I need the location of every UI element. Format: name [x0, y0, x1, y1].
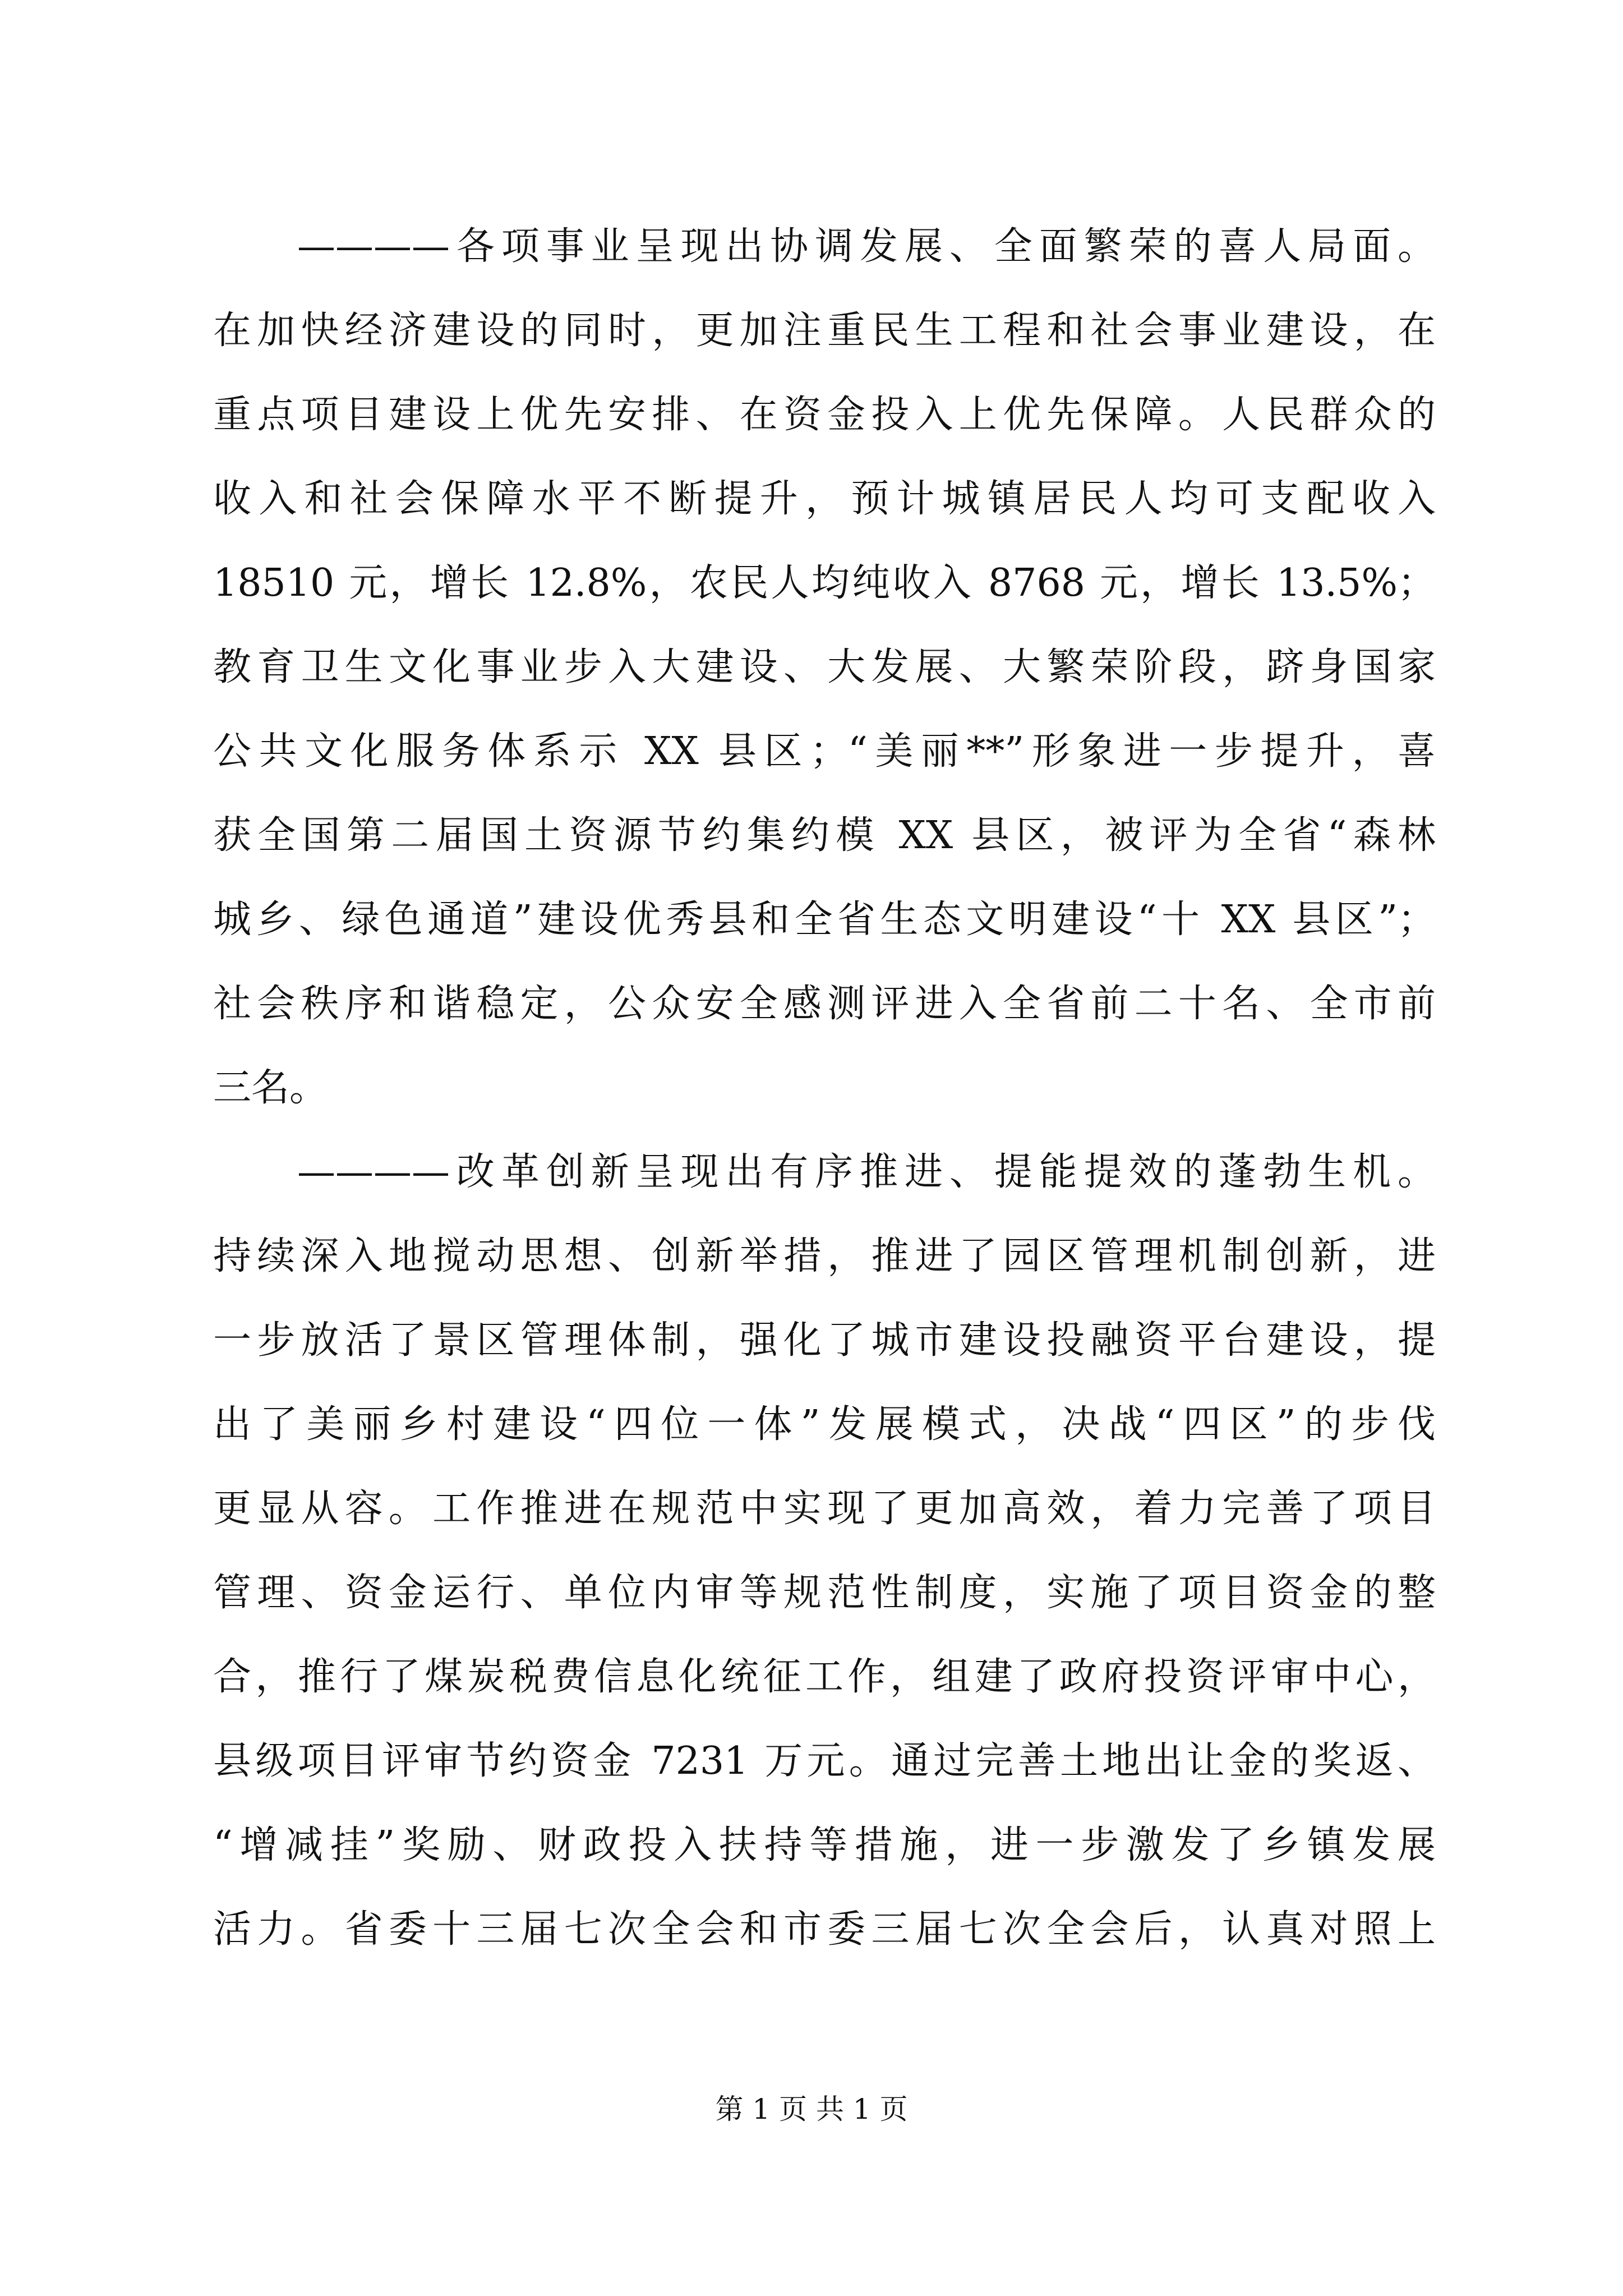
paragraph-1-line-2: 在加快经济建设的同时，更加注重民生工程和社会事业建设，在 — [213, 309, 1436, 353]
paragraph-1-line-1: ————各项事业呈现出协调发展、全面繁荣的喜人局面。 — [297, 224, 1436, 269]
paragraph-2-line-2: 持续深入地搅动思想、创新举措，推进了园区管理机制创新，进 — [213, 1234, 1436, 1278]
paragraph-1-line-5: 18510 元，增长 12.8%，农民人均纯收入 8768 元，增长 13.5%； — [213, 561, 1436, 605]
paragraph-2-line-8: 县级项目评审节约资金 7231 万元。通过完善土地出让金的奖返、 — [213, 1739, 1436, 1783]
paragraph-2-line-7: 合，推行了煤炭税费信息化统征工作，组建了政府投资评审中心， — [213, 1655, 1436, 1699]
paragraph-2-line-1: ————改革创新呈现出有序推进、提能提效的蓬勃生机。 — [297, 1150, 1436, 1194]
paragraph-2-line-6: 管理、资金运行、单位内审等规范性制度，实施了项目资金的整 — [213, 1571, 1436, 1615]
paragraph-1-line-7: 公共文化服务体系示 XX 县区；“美丽**”形象进一步提升，喜 — [213, 729, 1436, 774]
paragraph-2-line-3: 一步放活了景区管理体制，强化了城市建设投融资平台建设，提 — [213, 1318, 1436, 1363]
paragraph-2-line-4: 出了美丽乡村建设“四位一体”发展模式，决战“四区”的步伐 — [213, 1402, 1436, 1447]
paragraph-2-line-5: 更显从容。工作推进在规范中实现了更加高效，着力完善了项目 — [213, 1487, 1436, 1531]
paragraph-1-line-11: 三名。 — [213, 1066, 328, 1110]
paragraph-1-line-6: 教育卫生文化事业步入大建设、大发展、大繁荣阶段，跻身国家 — [213, 645, 1436, 689]
paragraph-2-line-9: “增减挂”奖励、财政投入扶持等措施，进一步激发了乡镇发展 — [213, 1823, 1436, 1867]
paragraph-1-line-9: 城乡、绿色通道”建设优秀县和全省生态文明建设“十 XX 县区”； — [213, 898, 1436, 942]
paragraph-1-line-8: 获全国第二届国土资源节约集约模 XX 县区，被评为全省“森林 — [213, 813, 1436, 858]
paragraph-1-line-4: 收入和社会保障水平不断提升，预计城镇居民人均可支配收入 — [213, 477, 1436, 521]
page-number-footer: 第 1 页 共 1 页 — [715, 2093, 908, 2125]
paragraph-1-line-3: 重点项目建设上优先安排、在资金投入上优先保障。人民群众的 — [213, 393, 1436, 437]
paragraph-2-line-10: 活力。省委十三届七次全会和市委三届七次全会后，认真对照上 — [213, 1907, 1436, 1952]
paragraph-1-line-10: 社会秩序和谐稳定，公众安全感测评进入全省前二十名、全市前 — [213, 982, 1436, 1026]
